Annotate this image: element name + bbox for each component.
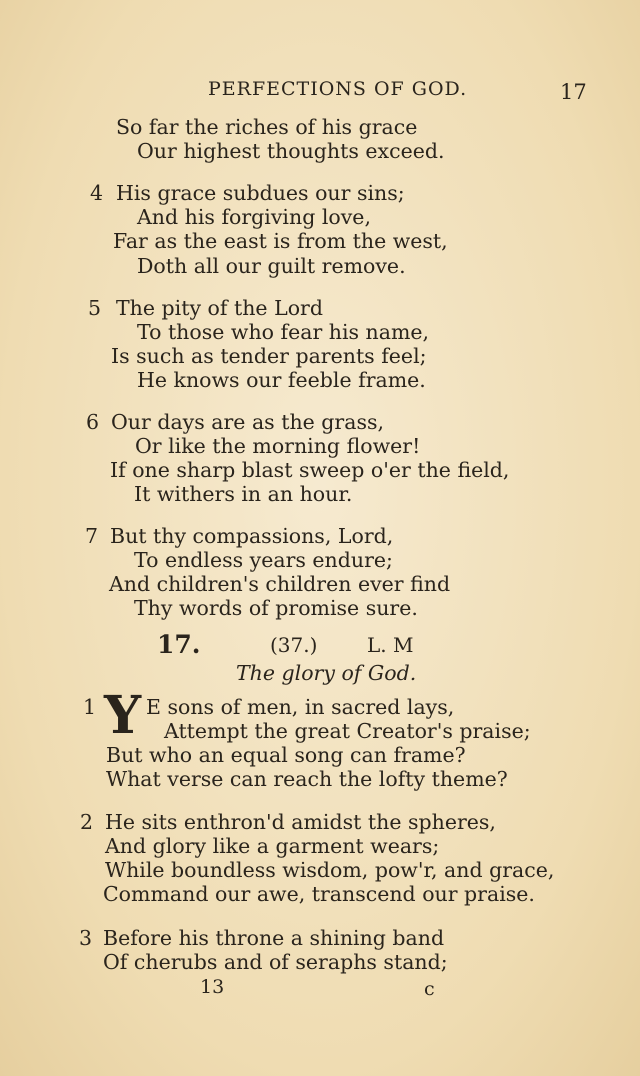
signature-number: 13	[200, 976, 225, 998]
stanza-number: 7	[85, 524, 99, 548]
stanza-number: 3	[79, 926, 93, 950]
stanza-number: 2	[80, 810, 94, 834]
stanza-number: 5	[88, 296, 102, 320]
verse-line: The pity of the Lord	[116, 296, 323, 320]
verse-line: To endless years endure;	[134, 548, 393, 572]
stanza-number: 4	[90, 181, 104, 205]
verse-line: Of cherubs and of seraphs stand;	[103, 950, 448, 974]
page-number: 17	[560, 80, 587, 104]
verse-line: Our highest thoughts exceed.	[137, 139, 445, 163]
drop-cap: Y	[104, 685, 142, 746]
verse-line: So far the riches of his grace	[116, 115, 418, 139]
verse-line: Is such as tender parents feel;	[111, 344, 427, 368]
verse-line: Command our awe, transcend our praise.	[103, 882, 535, 906]
verse-line: He sits enthron'd amidst the spheres,	[105, 810, 496, 834]
verse-line: And his forgiving love,	[137, 205, 371, 229]
verse-line: E sons of men, in sacred lays,	[146, 695, 455, 719]
verse-line: While boundless wisdom, pow'r, and grace,	[105, 858, 555, 882]
verse-line: Attempt the great Creator's praise;	[164, 719, 531, 743]
verse-line: What verse can reach the lofty theme?	[106, 767, 508, 791]
hymn-number: 17.	[157, 630, 201, 659]
stanza-number: 1	[83, 695, 97, 719]
verse-line: To those who fear his name,	[137, 320, 430, 344]
verse-line: Doth all our guilt remove.	[137, 254, 406, 278]
verse-line: Far as the east is from the west,	[113, 229, 448, 253]
hymn-reference: (37.)	[270, 633, 318, 657]
verse-line: But thy compassions, Lord,	[110, 524, 394, 548]
verse-line: Before his throne a shining band	[103, 926, 445, 950]
verse-line: If one sharp blast sweep o'er the field,	[110, 458, 510, 482]
verse-line: But who an equal song can frame?	[106, 743, 466, 767]
verse-line: Our days are as the grass,	[111, 410, 385, 434]
signature-letter: c	[424, 978, 435, 1000]
stanza-number: 6	[86, 410, 100, 434]
verse-line: And glory like a garment wears;	[105, 834, 440, 858]
verse-line: Thy words of promise sure.	[134, 596, 418, 620]
verse-line: Or like the morning flower!	[135, 434, 421, 458]
hymn-meter: L. M	[367, 633, 414, 657]
verse-line: And children's children ever find	[109, 572, 451, 596]
verse-line: It withers in an hour.	[134, 482, 353, 506]
hymn-title: The glory of God.	[236, 661, 417, 685]
running-title: PERFECTIONS OF GOD.	[208, 78, 468, 100]
verse-line: His grace subdues our sins;	[116, 181, 405, 205]
verse-line: He knows our feeble frame.	[137, 368, 426, 392]
